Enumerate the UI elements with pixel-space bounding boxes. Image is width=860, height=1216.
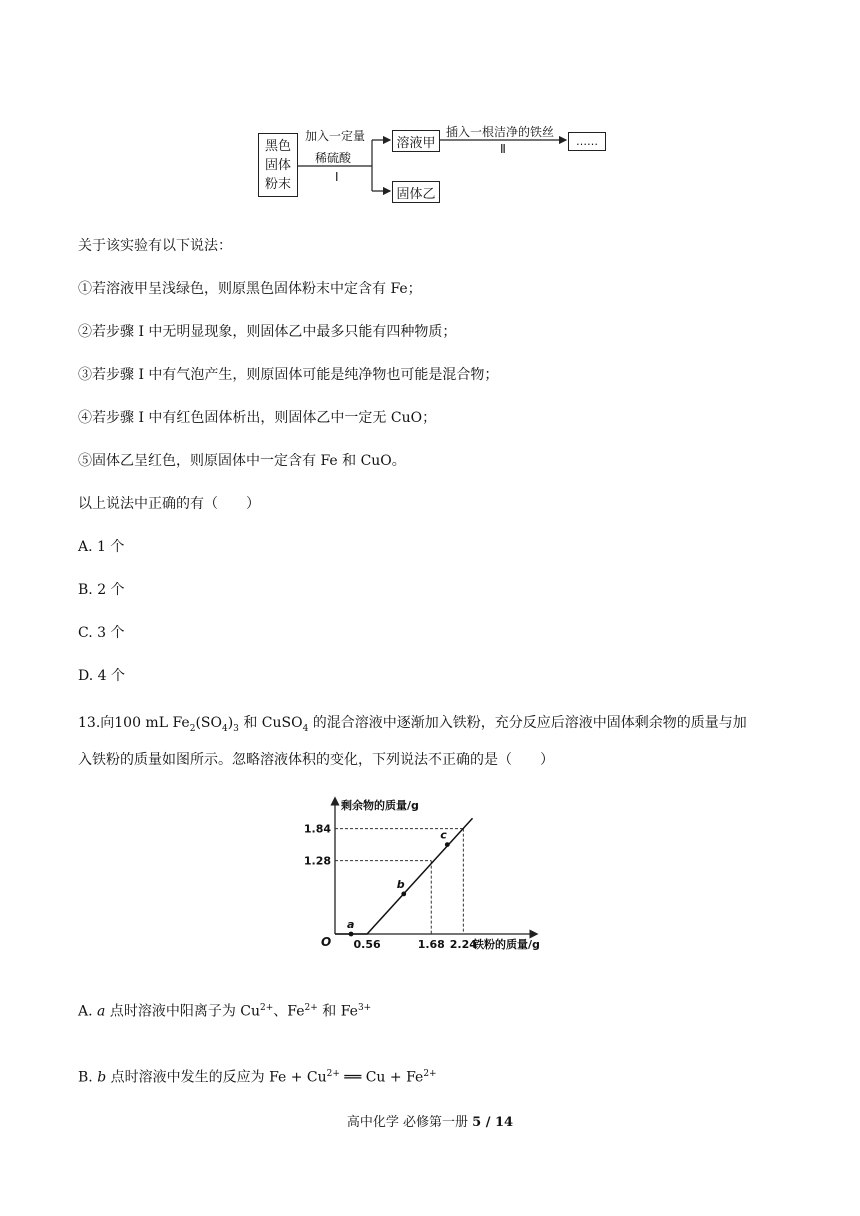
q13-sub: 4 [302, 723, 309, 734]
step2-label: 插入一根洁净的铁丝 [446, 125, 555, 139]
q13-sub: 4 [221, 723, 228, 734]
q12-statement-5: ⑤固体乙呈红色，则原固体中一定含有 Fe 和 CuO。 [78, 453, 406, 469]
q13-text: (SO [195, 715, 222, 731]
q12-statement-1: ①若溶液甲呈浅绿色，则原黑色固体粉末中定含有 Fe； [78, 281, 422, 297]
x-tick-label: 2.24 [449, 938, 477, 951]
point-a [349, 932, 354, 937]
option-text: 和 Fe [317, 1003, 358, 1020]
q12-statement-2: ②若步骤 I 中无明显现象，则固体乙中最多只能有四种物质； [78, 324, 457, 340]
q13-text: 向100 mL Fe [100, 715, 190, 731]
q12-option-b: B. 2 个 [78, 582, 125, 598]
option-prefix: B. [78, 1069, 98, 1086]
point-label-a: a [347, 918, 355, 931]
start-box-line: 黑色 [264, 138, 291, 154]
q12-intro: 关于该实验有以下说法： [78, 238, 232, 254]
q12-option-d: D. 4 个 [78, 668, 125, 684]
q13-stem-line2: 入铁粉的质量如图所示。忽略溶液体积的变化，下列说法不正确的是（ ） [78, 752, 554, 768]
q13-option-b [78, 1064, 437, 1088]
end-box: …… [568, 132, 606, 151]
solution-jia-box: 溶液甲 [392, 130, 440, 152]
ion-charge: 2+ [304, 1003, 318, 1013]
q12-option-a: A. 1 个 [78, 539, 125, 555]
q13-sub: 2 [189, 723, 196, 734]
solid-yi-box: 固体乙 [392, 181, 440, 203]
step1-mid-label: 稀硫酸 [315, 151, 352, 165]
flow-arrows [0, 0, 860, 220]
q13-sub: 3 [233, 723, 239, 734]
x-axis-label: 铁粉的质量/g [473, 938, 540, 951]
footer-text: 高中化学 必修第一册 [346, 1115, 473, 1130]
point-var: a [97, 1003, 106, 1020]
option-text: 点时溶液中发生的反应为 Fe + Cu [106, 1069, 327, 1086]
option-text: ══ Cu + Fe [339, 1069, 424, 1086]
step2-num: Ⅱ [500, 142, 506, 156]
series-line [335, 818, 473, 934]
q13-text: 的混合溶液中逐渐加入铁粉，充分反应后溶液中固体剩余物的质量与加 [308, 715, 747, 731]
y-tick-label: 1.84 [303, 822, 331, 836]
q12-question: 以上说法中正确的有（ ） [78, 496, 260, 512]
point-label-c: c [440, 828, 447, 842]
ion-charge: 3+ [357, 1003, 372, 1013]
ion-charge: 2+ [423, 1069, 437, 1079]
point-c [445, 842, 450, 847]
start-box-line: 粉末 [264, 176, 291, 192]
option-text: 、Fe [273, 1003, 305, 1020]
page-number: 5 / 14 [472, 1115, 514, 1130]
page-footer [0, 1111, 860, 1130]
step1-num: I [335, 170, 339, 184]
y-axis-label: 剩余物的质量/g [341, 799, 419, 812]
q12-statement-4: ④若步骤 I 中有红色固体析出，则固体乙中一定无 CuO； [78, 410, 437, 426]
q13-text: 和 CuSO [238, 715, 303, 731]
q13-text: ) [227, 715, 234, 731]
mass-chart [300, 795, 570, 965]
point-b [401, 891, 406, 896]
y-tick-label: 1.28 [303, 854, 331, 868]
q12-statement-3: ③若步骤 I 中有气泡产生，则原固体可能是纯净物也可能是混合物； [78, 367, 499, 383]
q13-stem-line1 [78, 713, 747, 739]
option-prefix: A. [78, 1003, 98, 1020]
x-tick-label: 1.68 [417, 938, 445, 951]
ion-charge: 2+ [260, 1003, 274, 1013]
q13-number: 13. [78, 715, 101, 731]
start-box-line: 固体 [264, 157, 291, 173]
ion-charge: 2+ [326, 1069, 340, 1079]
point-label-b: b [396, 877, 405, 891]
x-tick-label: 0.56 [353, 938, 381, 951]
q12-option-c: C. 3 个 [78, 625, 125, 641]
point-var: b [97, 1069, 107, 1086]
option-text: 点时溶液中阳离子为 Cu [105, 1003, 261, 1020]
origin-label: O [321, 935, 332, 949]
q13-option-a [78, 998, 371, 1022]
step1-top-label: 加入一定量 [305, 129, 366, 143]
